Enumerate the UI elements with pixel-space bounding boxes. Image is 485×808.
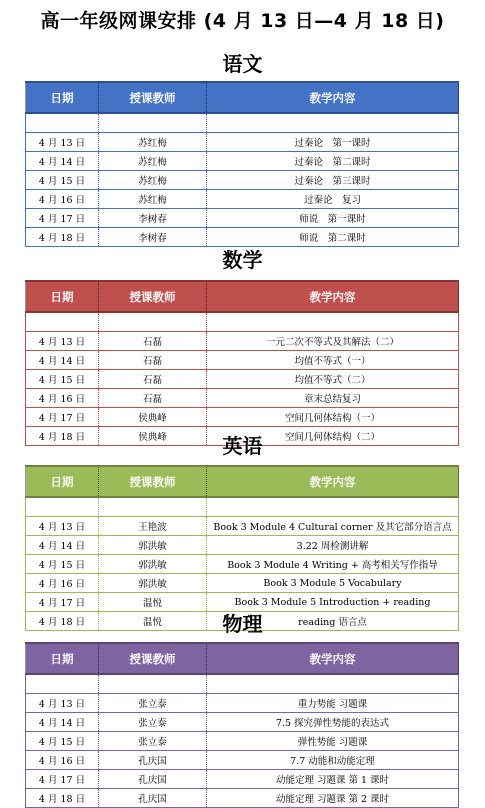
cell-content: 师说 第一课时 [207,209,459,228]
table-row [26,555,459,574]
cell-teacher: 孔庆国 [99,789,207,808]
cell-content: Book 3 Module 5 Introduction + reading [207,593,459,612]
table-row [26,389,459,408]
cell-content: reading 语言点 [207,612,459,631]
cell-date: 4 月 16 日 [26,574,99,593]
table-header-row [26,281,459,312]
schedule-table [25,81,459,247]
table-row [26,370,459,389]
table-row [26,171,459,190]
cell-teacher: 石磊 [99,332,207,351]
table-row [26,732,459,751]
cell-content: 均值不等式（二） [207,370,459,389]
header-teacher: 授课教师 [99,466,207,497]
section-title: 数学 [222,248,263,272]
section-title: 英语 [222,434,263,458]
cell-content: Book 3 Module 4 Cultural corner 及其它部分语言点 [207,517,459,536]
cell-date: 4 月 17 日 [26,593,99,612]
table-header-row [26,466,459,497]
cell-date: 4 月 16 日 [26,389,99,408]
cell-date: 4 月 17 日 [26,770,99,789]
cell-content: 动能定理 习题课 第 1 课时 [207,770,459,789]
cell-content: 过秦论 第一课时 [207,133,459,152]
cell-date: 4 月 13 日 [26,332,99,351]
table-row [26,694,459,713]
cell-content: Book 3 Module 4 Writing + 高考相关写作指导 [207,555,459,574]
cell-teacher: 张立泰 [99,713,207,732]
cell-content: 3.22 周检测讲解 [207,536,459,555]
cell-teacher: 张立泰 [99,732,207,751]
cell-date: 4 月 18 日 [26,789,99,808]
cell-content: 章末总结复习 [207,389,459,408]
cell-content: 空间几何体结构（一） [207,408,459,427]
cell-date: 4 月 17 日 [26,209,99,228]
cell-content: 弹性势能 习题课 [207,732,459,751]
cell-teacher: 苏红梅 [99,133,207,152]
table-row [26,789,459,808]
cell-date: 4 月 18 日 [26,612,99,631]
cell-date: 4 月 13 日 [26,694,99,713]
cell-teacher: 苏红梅 [99,190,207,209]
cell-date: 4 月 15 日 [26,370,99,389]
table-row [26,133,459,152]
header-content: 教学内容 [207,466,459,497]
cell-date: 4 月 14 日 [26,351,99,370]
cell-date: 4 月 14 日 [26,152,99,171]
cell-date: 4 月 15 日 [26,171,99,190]
cell-teacher: 张立泰 [99,694,207,713]
header-teacher: 授课教师 [99,643,207,674]
cell-date: 4 月 16 日 [26,751,99,770]
cell-date: 4 月 13 日 [26,517,99,536]
cell-teacher: 温悦 [99,612,207,631]
cell-teacher: 石磊 [99,351,207,370]
schedule-table [25,280,459,446]
table-row [26,408,459,427]
spacer-row [26,113,459,133]
header-content: 教学内容 [207,281,459,312]
cell-date: 4 月 18 日 [26,228,99,247]
table-row [26,209,459,228]
header-content: 教学内容 [207,82,459,113]
cell-content: 动能定理 习题课 第 2 课时 [207,789,459,808]
table-row [26,713,459,732]
cell-date: 4 月 17 日 [26,408,99,427]
cell-teacher: 李树春 [99,209,207,228]
table-header-row [26,82,459,113]
cell-content: 7.5 探究弹性势能的表达式 [207,713,459,732]
table-row [26,751,459,770]
table-row [26,152,459,171]
cell-date: 4 月 15 日 [26,555,99,574]
cell-content: 空间几何体结构（二） [207,427,459,446]
table-row [26,190,459,209]
table-row [26,351,459,370]
cell-teacher: 郭洪敏 [99,555,207,574]
cell-content: 过秦论 第二课时 [207,152,459,171]
spacer-row [26,312,459,332]
header-content: 教学内容 [207,643,459,674]
table-row [26,770,459,789]
cell-teacher: 李树春 [99,228,207,247]
spacer-row [26,497,459,517]
cell-teacher: 郭洪敏 [99,536,207,555]
cell-content: 重力势能 习题课 [207,694,459,713]
schedule-table [25,642,459,808]
schedule-table [25,465,459,631]
cell-date: 4 月 16 日 [26,190,99,209]
cell-teacher: 侯典峰 [99,427,207,446]
cell-teacher: 孔庆国 [99,770,207,789]
cell-content: Book 3 Module 5 Vocabulary [207,574,459,593]
cell-date: 4 月 15 日 [26,732,99,751]
cell-date: 4 月 14 日 [26,713,99,732]
cell-content: 过秦论 第三课时 [207,171,459,190]
cell-content: 一元二次不等式及其解法（二） [207,332,459,351]
cell-teacher: 苏红梅 [99,171,207,190]
header-date: 日期 [26,466,99,497]
cell-teacher: 石磊 [99,389,207,408]
cell-date: 4 月 13 日 [26,133,99,152]
header-date: 日期 [26,281,99,312]
cell-teacher: 王艳波 [99,517,207,536]
cell-date: 4 月 14 日 [26,536,99,555]
cell-teacher: 温悦 [99,593,207,612]
cell-date: 4 月 18 日 [26,427,99,446]
cell-content: 过秦论 复习 [207,190,459,209]
page-title: 高一年级网课安排 (4 月 13 日—4 月 18 日) [40,10,445,32]
cell-teacher: 石磊 [99,370,207,389]
cell-teacher: 侯典峰 [99,408,207,427]
header-teacher: 授课教师 [99,82,207,113]
header-date: 日期 [26,82,99,113]
cell-teacher: 郭洪敏 [99,574,207,593]
table-row [26,332,459,351]
cell-content: 师说 第二课时 [207,228,459,247]
table-row [26,574,459,593]
cell-content: 均值不等式（一） [207,351,459,370]
cell-content: 7.7 动能和动能定理 [207,751,459,770]
table-header-row [26,643,459,674]
section-title: 语文 [222,52,263,76]
table-row [26,536,459,555]
spacer-row [26,674,459,694]
cell-teacher: 苏红梅 [99,152,207,171]
cell-teacher: 孔庆国 [99,751,207,770]
header-teacher: 授课教师 [99,281,207,312]
section-title: 物理 [222,612,263,636]
table-row [26,517,459,536]
header-date: 日期 [26,643,99,674]
